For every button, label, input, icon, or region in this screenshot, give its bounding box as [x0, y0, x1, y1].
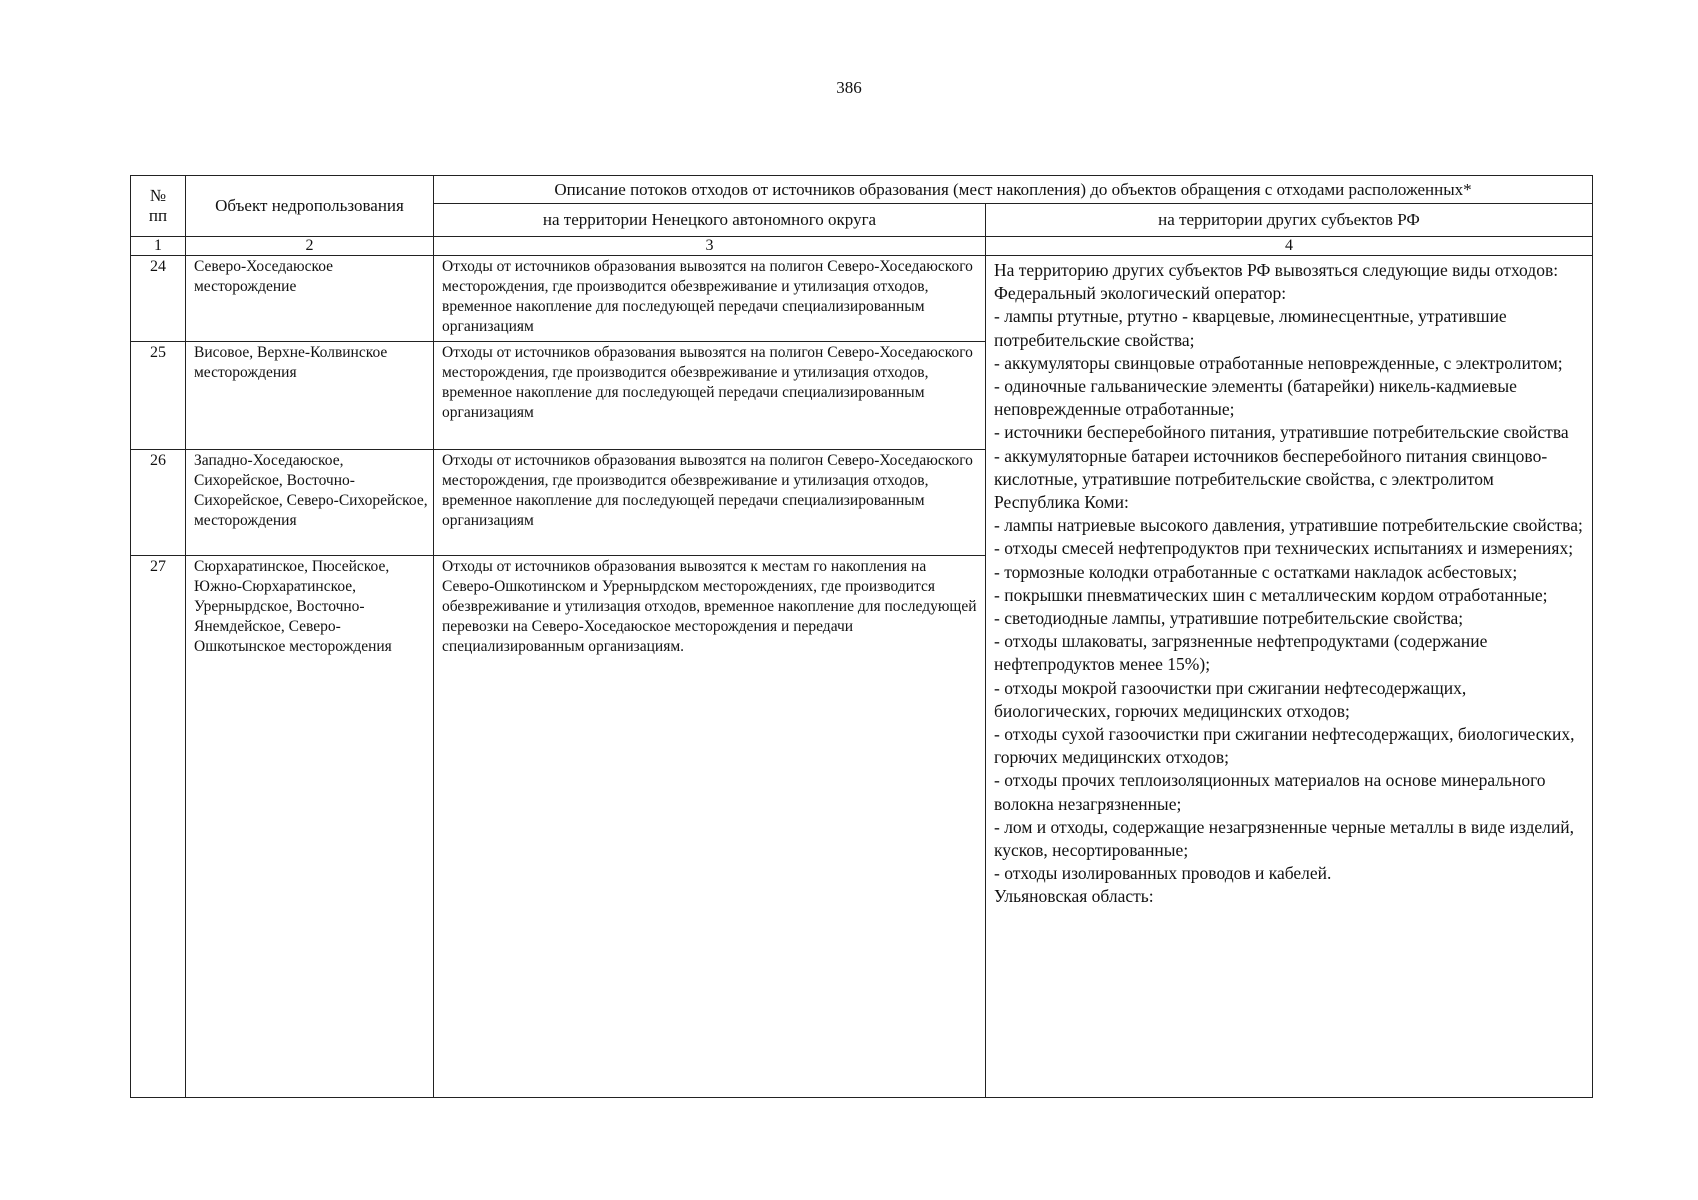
table-row: [131, 256, 1593, 342]
row-object: Северо-Хоседаюское месторождение: [186, 256, 434, 342]
other-regions-line: Республика Коми:: [994, 492, 1129, 513]
other-regions-line: - светодиодные лампы, утратившие потребительские свойства;: [994, 608, 1464, 629]
row-number: 27: [131, 556, 186, 1098]
row-nao-description: Отходы от источников образования вывозятся на полигон Северо-Хоседаюского месторождения, где производится обезвреживание и утилизация отходов, временное накопление для последующей передачи специализированным организациям: [434, 342, 986, 450]
row-number: 26: [131, 450, 186, 556]
other-regions-line: - отходы сухой газоочистки при сжигании нефтесодержащих, биологических, горючих медицинских отходов;: [994, 724, 1575, 768]
row-number: 24: [131, 256, 186, 342]
row-object: Висовое, Верхне-Колвинское месторождения: [186, 342, 434, 450]
other-regions-line: На территорию других субъектов РФ вывозяться следующие виды отходов:: [994, 260, 1559, 280]
other-regions-description: [986, 256, 1593, 1098]
column-number: 2: [186, 237, 434, 256]
other-regions-line: - лом и отходы, содержащие незагрязненные черные металлы в виде изделий, кусков, несортированные;: [994, 816, 1574, 861]
header-other-regions: на территории других субъектов РФ: [986, 204, 1593, 237]
header-number: [131, 176, 186, 237]
other-regions-line: - одиночные гальванические элементы (батарейки) никель-кадмиевые неповрежденные отработанные;: [994, 376, 1517, 420]
header-nao: на территории Ненецкого автономного округа: [434, 204, 986, 237]
waste-flow-table: [130, 175, 1593, 1098]
other-regions-line: - отходы изолированных проводов и кабелей.: [994, 863, 1332, 884]
column-number: 3: [434, 237, 986, 256]
other-regions-line: - аккумуляторные батареи источников бесперебойного питания свинцово-кислотные, утратившие потребительские свойства, с электролитом: [994, 445, 1548, 489]
other-regions-line: - источники бесперебойного питания, утратившие потребительские свойства: [994, 422, 1569, 443]
other-regions-line: Федеральный экологический оператор:: [994, 283, 1287, 304]
other-regions-line: - покрышки пневматических шин с металлическим кордом отработанные;: [994, 584, 1548, 605]
column-number: 1: [131, 237, 186, 256]
other-regions-line: - отходы прочих теплоизоляционных материалов на основе минерального волокна незагрязненные;: [994, 770, 1546, 814]
row-nao-description: Отходы от источников образования вывозятся к местам го накопления на Северо-Ошкотинском и Урернырдском месторождениях, где производится обезвреживание и утилизация отходов, временное накопление для последующей перевозки на Северо-Хоседаюское месторождения и передачи специализированным организациям.: [434, 556, 986, 1098]
header-object: Объект недропользования: [186, 176, 434, 237]
header-row-1: [131, 176, 1593, 204]
other-regions-line: Ульяновская область:: [994, 886, 1154, 907]
other-regions-line: - тормозные колодки отработанные с остатками накладок асбестовых;: [994, 561, 1518, 582]
column-number: 4: [986, 237, 1593, 256]
page-number: 386: [836, 78, 862, 97]
row-object: Сюрхаратинское, Пюсейское, Южно-Сюрхаратинское, Урернырдское, Восточно-Янемдейское, Северо-Ошкотынское месторождения: [186, 556, 434, 1098]
other-regions-line: - отходы шлаковаты, загрязненные нефтепродуктами (содержание нефтепродуктов менее 15%);: [994, 631, 1488, 675]
other-regions-line: - аккумуляторы свинцовые отработанные неповрежденные, с электролитом;: [994, 352, 1563, 373]
header-number-line2: пп: [148, 206, 168, 225]
row-number: 25: [131, 342, 186, 450]
other-regions-line: - отходы смесей нефтепродуктов при технических испытаниях и измерениях;: [994, 538, 1574, 559]
header-description: Описание потоков отходов от источников образования (мест накопления) до объектов обращения с отходами расположенных*: [434, 176, 1593, 204]
column-number-row: [131, 237, 1593, 256]
other-regions-line: - лампы ртутные, ртутно - кварцевые, люминесцентные, утратившие потребительские свойства;: [994, 306, 1507, 350]
row-nao-description: Отходы от источников образования вывозятся на полигон Северо-Хоседаюского месторождения, где производится обезвреживание и утилизация отходов, временное накопление для последующей передачи специализированным организациям: [434, 450, 986, 556]
other-regions-line: - отходы мокрой газоочистки при сжигании нефтесодержащих, биологических, горючих медицинских отходов;: [994, 677, 1467, 721]
other-regions-line: - лампы натриевые высокого давления, утратившие потребительские свойства;: [994, 515, 1583, 536]
row-nao-description: Отходы от источников образования вывозятся на полигон Северо-Хоседаюского месторождения, где производится обезвреживание и утилизация отходов, временное накопление для последующей передачи специализированным организациям: [434, 256, 986, 342]
header-number-line1: №: [149, 186, 167, 205]
row-object: Западно-Хоседаюское, Сихорейское, Восточно-Сихорейское, Северо-Сихорейское, месторождения: [186, 450, 434, 556]
